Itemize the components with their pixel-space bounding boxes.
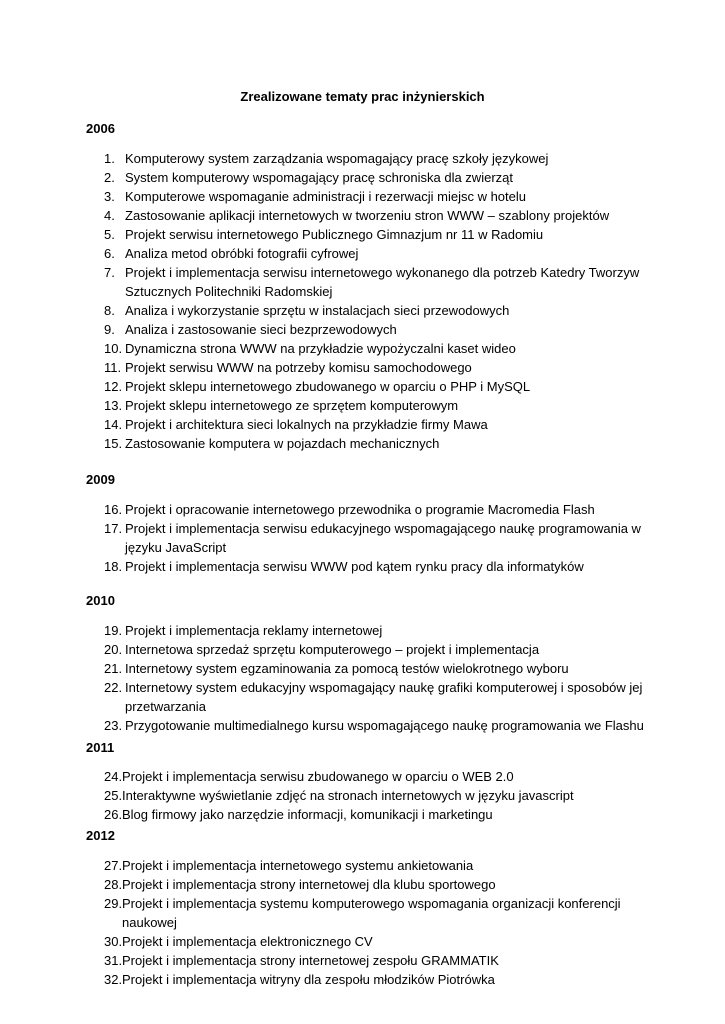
item-number: 14. [104, 417, 123, 432]
item-number: 21. [104, 661, 123, 676]
item-text: Projekt i opracowanie internetowego przewodnika o programie Macromedia Flash [125, 502, 595, 517]
list-item [0, 396, 655, 415]
list-item [0, 894, 662, 932]
list-item [0, 377, 655, 396]
list-item [0, 206, 655, 225]
list-item [0, 244, 655, 263]
list-item [0, 519, 655, 557]
item-number: 17. [104, 521, 123, 536]
list-item [0, 621, 655, 640]
item-text: Projekt sklepu internetowego zbudowanego w oparciu o PHP i MySQL [125, 379, 531, 394]
list-item [0, 640, 655, 659]
topic-list-2011 [0, 767, 725, 824]
item-number: 6. [104, 246, 115, 261]
item-number: 25. [104, 788, 123, 803]
list-item [0, 786, 652, 805]
section-year-2009: 2009 [86, 472, 115, 487]
list-item [0, 856, 652, 875]
item-text: Projekt i implementacja reklamy internetowej [125, 623, 383, 638]
item-number: 4. [104, 208, 115, 223]
item-text: Analiza metod obróbki fotografii cyfrowej [125, 246, 359, 261]
item-number: 22. [104, 680, 123, 695]
item-number: 10. [104, 341, 123, 356]
topic-list-2010 [0, 621, 725, 735]
item-number: 26. [104, 807, 123, 822]
section-year-2010: 2010 [86, 593, 115, 608]
item-text: Projekt i architektura sieci lokalnych na przykładzie firmy Mawa [125, 417, 488, 432]
item-number: 2. [104, 170, 115, 185]
item-text: Komputerowe wspomaganie administracji i rezerwacji miejsc w hotelu [125, 189, 526, 204]
item-text: Przygotowanie multimedialnego kursu wspomagającego naukę programowania we Flashu [125, 718, 644, 733]
list-item [0, 557, 655, 576]
item-text: Projekt i implementacja internetowego systemu ankietowania [122, 858, 474, 873]
item-number: 7. [104, 265, 115, 280]
list-item [0, 951, 652, 970]
item-number: 24. [104, 769, 123, 784]
list-item [0, 358, 655, 377]
item-text: Projekt i implementacja serwisu zbudowanego w oparciu o WEB 2.0 [122, 769, 514, 784]
item-text: Projekt i implementacja elektronicznego CV [122, 934, 373, 949]
item-text: Interaktywne wyświetlanie zdjęć na stronach internetowych w języku javascript [122, 788, 574, 803]
item-number: 18. [104, 559, 123, 574]
list-item [0, 149, 655, 168]
item-number: 8. [104, 303, 115, 318]
item-text: Internetowa sprzedaż sprzętu komputerowego – projekt i implementacja [125, 642, 540, 657]
item-text: Projekt sklepu internetowego ze sprzętem komputerowym [125, 398, 459, 413]
item-text: Zastosowanie komputera w pojazdach mechanicznych [125, 436, 440, 451]
item-number: 28. [104, 877, 123, 892]
item-number: 31. [104, 953, 123, 968]
list-item [0, 339, 655, 358]
item-number: 5. [104, 227, 115, 242]
item-number: 19. [104, 623, 123, 638]
item-text: System komputerowy wspomagający pracę schroniska dla zwierząt [125, 170, 513, 185]
section-year-2011: 2011 [86, 740, 115, 755]
item-text: Projekt i implementacja strony internetowej dla klubu sportowego [122, 877, 496, 892]
item-text: Projekt i implementacja witryny dla zespołu młodzików Piotrówka [122, 972, 495, 987]
item-text: Analiza i zastosowanie sieci bezprzewodowych [125, 322, 397, 337]
item-number: 16. [104, 502, 123, 517]
list-item [0, 767, 652, 786]
item-text: Projekt i implementacja serwisu internetowego wykonanego dla potrzeb Katedry Tworzyw Sztucznych Politechniki Radomskiej [125, 265, 640, 299]
item-text: Projekt serwisu WWW na potrzeby komisu samochodowego [125, 360, 472, 375]
page-title: Zrealizowane tematy prac inżynierskich [240, 89, 485, 104]
list-item [0, 263, 655, 301]
list-item [0, 168, 655, 187]
list-item [0, 415, 655, 434]
item-text: Komputerowy system zarządzania wspomagający pracę szkoły językowej [125, 151, 549, 166]
list-item [0, 678, 655, 716]
item-text: Projekt serwisu internetowego Publicznego Gimnazjum nr 11 w Radomiu [125, 227, 544, 242]
item-text: Analiza i wykorzystanie sprzętu w instalacjach sieci przewodowych [125, 303, 510, 318]
item-number: 11. [104, 360, 122, 375]
section-year-2006: 2006 [86, 121, 115, 136]
item-number: 1. [104, 151, 115, 166]
item-text: Projekt i implementacja serwisu edukacyjnego wspomagającego naukę programowania w języku JavaScript [125, 521, 641, 555]
item-number: 27. [104, 858, 123, 873]
section-year-2012: 2012 [86, 828, 115, 843]
list-item [0, 875, 652, 894]
item-number: 29. [104, 896, 123, 911]
item-text: Projekt i implementacja strony internetowej zespołu GRAMMATIK [122, 953, 499, 968]
item-text: Zastosowanie aplikacji internetowych w tworzeniu stron WWW – szablony projektów [125, 208, 610, 223]
item-number: 13. [104, 398, 123, 413]
item-text: Blog firmowy jako narzędzie informacji, komunikacji i marketingu [122, 807, 493, 822]
list-item [0, 716, 655, 735]
topic-list-2006 [0, 149, 725, 453]
list-item [0, 187, 655, 206]
topic-list-2012 [0, 856, 725, 989]
item-number: 30. [104, 934, 123, 949]
item-text: Projekt i implementacja systemu komputerowego wspomagania organizacji konferencji naukowej [122, 896, 621, 930]
list-item [0, 970, 652, 989]
item-number: 12. [104, 379, 123, 394]
item-text: Projekt i implementacja serwisu WWW pod kątem rynku pracy dla informatyków [125, 559, 584, 574]
item-number: 32. [104, 972, 123, 987]
list-item [0, 932, 652, 951]
item-text: Internetowy system edukacyjny wspomagający naukę grafiki komputerowej i sposobów jej przetwarzania [125, 680, 643, 714]
list-item [0, 301, 655, 320]
item-number: 15. [104, 436, 123, 451]
item-number: 20. [104, 642, 123, 657]
item-number: 9. [104, 322, 115, 337]
list-item [0, 500, 655, 519]
item-number: 23. [104, 718, 123, 733]
list-item [0, 805, 652, 824]
topic-list-2009 [0, 500, 725, 576]
list-item [0, 434, 655, 453]
item-text: Dynamiczna strona WWW na przykładzie wypożyczalni kaset wideo [125, 341, 516, 356]
item-text: Internetowy system egzaminowania za pomocą testów wielokrotnego wyboru [125, 661, 569, 676]
list-item [0, 659, 655, 678]
list-item [0, 225, 655, 244]
item-number: 3. [104, 189, 115, 204]
list-item [0, 320, 655, 339]
